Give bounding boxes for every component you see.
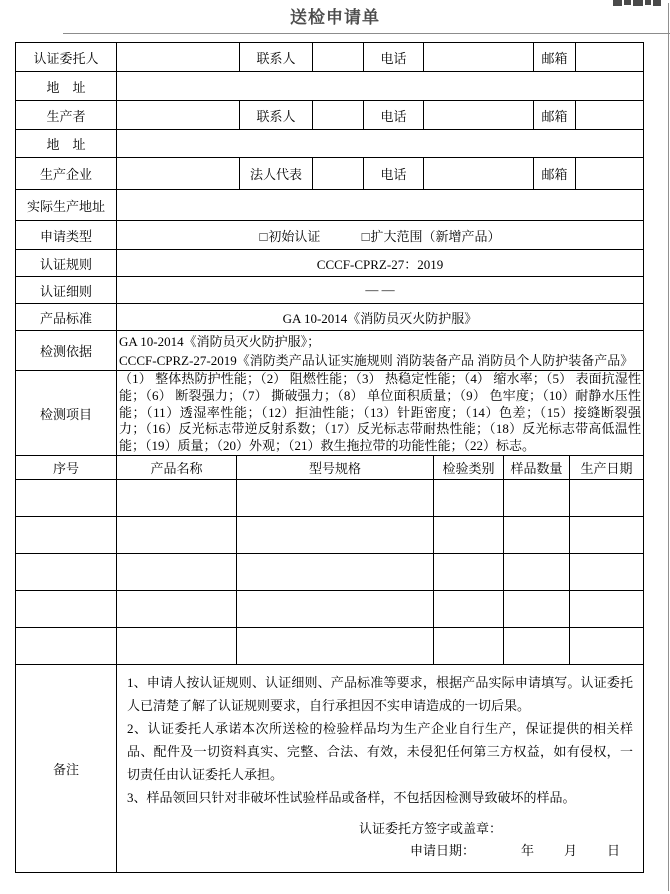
product-cell[interactable] xyxy=(117,554,237,591)
product-header-category: 检验类别 xyxy=(434,456,504,480)
producer-contact-field[interactable] xyxy=(313,101,364,130)
applicant-address-row xyxy=(16,72,644,101)
producer-phone-field[interactable] xyxy=(424,101,534,130)
factory-legal-rep-field[interactable] xyxy=(313,158,364,190)
product-empty-row xyxy=(16,591,644,628)
product-table xyxy=(15,455,644,665)
application-info-table xyxy=(15,42,644,456)
checkbox-icon[interactable]: □ xyxy=(361,228,370,244)
applicant-contact-field[interactable] xyxy=(313,43,364,72)
product-cell[interactable] xyxy=(117,517,237,554)
certification-rule-label: 认证规则 xyxy=(16,250,117,277)
product-cell[interactable] xyxy=(570,517,644,554)
test-items-row xyxy=(16,371,644,456)
applicant-row xyxy=(16,43,644,72)
remark-paragraph-1: 1、申请人按认证规则、认证细则、产品标准等要求，根据产品实际申请填写。认证委托人已清楚了解了认证规则要求，自行承担因不实申请造成的一切后果。 xyxy=(127,674,633,713)
product-cell[interactable] xyxy=(570,591,644,628)
applicant-phone-label: 电话 xyxy=(364,43,424,72)
date-month-label: 月 xyxy=(564,842,578,858)
remark-paragraph-3: 3、样品领回只针对非破坏性试验样品或备样，不包括因检测导致破坏的样品。 xyxy=(127,789,576,805)
test-items-label: 检测项目 xyxy=(16,371,117,456)
product-standard-value: GA 10-2014《消防员灭火防护服》 xyxy=(117,304,644,331)
product-standard-row xyxy=(16,304,644,331)
product-empty-row xyxy=(16,628,644,665)
remark-table xyxy=(15,664,644,873)
producer-name-field[interactable] xyxy=(117,101,240,130)
producer-label: 生产者 xyxy=(16,101,117,130)
product-cell[interactable] xyxy=(16,517,117,554)
corner-stamp-icon xyxy=(613,0,661,6)
remark-paragraph-2: 2、认证委托人承诺本次所送检的检验样品均为生产企业自行生产，保证提供的相关样品、配件及一切资料真实、完整、合法、有效，未侵犯任何第三方权益，如有侵权，一切责任由认证委托人承担。 xyxy=(127,720,633,782)
test-basis-row xyxy=(16,331,644,371)
product-cell[interactable] xyxy=(16,554,117,591)
product-cell[interactable] xyxy=(504,517,570,554)
product-cell[interactable] xyxy=(117,591,237,628)
product-cell[interactable] xyxy=(16,591,117,628)
product-cell[interactable] xyxy=(504,628,570,665)
scan-edge-line xyxy=(668,3,669,891)
test-items-value: （1） 整体热防护性能；（2） 阻燃性能；（3） 热稳定性能；（4） 缩水率；（5） 表面抗湿性能；（6） 断裂强力；（7） 撕破强力；（8） 单位面积质量；（9） 色牢度；（10）耐静水压性能；（11）透湿率性能；（12）拒油性能；（13）针距密度；（14）色差；（15）接缝断裂强力；（16）反光标志带逆反射系数；（17）反光标志带耐热性能；（18）反光标志带高低温性能；（19）质量；（20）外观；（21）救生拖拉带的功能性能；（22）标志。 xyxy=(117,371,644,456)
application-date-line xyxy=(410,840,633,862)
remark-row xyxy=(16,665,644,873)
producer-address-row xyxy=(16,130,644,158)
product-cell[interactable] xyxy=(237,517,434,554)
checkbox-icon[interactable]: □ xyxy=(259,228,268,244)
title-divider xyxy=(63,33,670,34)
factory-row xyxy=(16,158,644,190)
product-cell[interactable] xyxy=(16,628,117,665)
product-header-model: 型号规格 xyxy=(237,456,434,480)
applicant-address-label: 地 址 xyxy=(16,72,117,101)
applicant-email-field[interactable] xyxy=(576,43,644,72)
signature-label: 认证委托方签字或盖章： xyxy=(359,820,503,836)
factory-email-field[interactable] xyxy=(576,158,644,190)
product-cell[interactable] xyxy=(434,554,504,591)
producer-contact-label: 联系人 xyxy=(240,101,313,130)
certification-detail-label: 认证细则 xyxy=(16,277,117,304)
date-year-label: 年 xyxy=(521,842,535,858)
factory-address-field[interactable] xyxy=(117,190,644,221)
product-cell[interactable] xyxy=(434,628,504,665)
product-empty-row xyxy=(16,554,644,591)
product-table-header-row xyxy=(16,456,644,480)
producer-email-field[interactable] xyxy=(576,101,644,130)
certification-detail-value: — — xyxy=(117,277,644,304)
test-basis-line1: GA 10-2014《消防员灭火防护服》； xyxy=(119,333,321,349)
product-header-name: 产品名称 xyxy=(117,456,237,480)
factory-legal-rep-label: 法人代表 xyxy=(240,158,313,190)
product-cell[interactable] xyxy=(237,554,434,591)
producer-address-field[interactable] xyxy=(117,130,644,158)
product-table-body xyxy=(16,480,644,665)
application-type-label: 申请类型 xyxy=(16,221,117,250)
applicant-phone-field[interactable] xyxy=(424,43,534,72)
product-cell[interactable] xyxy=(16,480,117,517)
factory-phone-field[interactable] xyxy=(424,158,534,190)
remark-label: 备注 xyxy=(16,665,117,873)
product-cell[interactable] xyxy=(504,480,570,517)
product-cell[interactable] xyxy=(434,517,504,554)
factory-phone-label: 电话 xyxy=(364,158,424,190)
applicant-label: 认证委托人 xyxy=(16,43,117,72)
product-cell[interactable] xyxy=(434,480,504,517)
applicant-address-field[interactable] xyxy=(117,72,644,101)
date-label: 申请日期： xyxy=(410,842,476,858)
applicant-email-label: 邮箱 xyxy=(534,43,576,72)
product-cell[interactable] xyxy=(504,591,570,628)
product-cell[interactable] xyxy=(570,480,644,517)
product-standard-label: 产品标准 xyxy=(16,304,117,331)
test-basis-label: 检测依据 xyxy=(16,331,117,371)
product-header-quantity: 样品数量 xyxy=(504,456,570,480)
certification-rule-value: CCCF-CPRZ-27：2019 xyxy=(117,250,644,277)
certification-rule-row xyxy=(16,250,644,277)
product-header-date: 生产日期 xyxy=(570,456,644,480)
application-type-option-initial: □初始认证 xyxy=(259,228,321,244)
product-empty-row xyxy=(16,517,644,554)
test-basis-line2: CCCF-CPRZ-27-2019《消防类产品认证实施规则 消防装备产品 消防员个人防护装备产品》 xyxy=(119,352,634,368)
product-cell[interactable] xyxy=(570,554,644,591)
producer-email-label: 邮箱 xyxy=(534,101,576,130)
certification-detail-row xyxy=(16,277,644,304)
product-cell[interactable] xyxy=(237,591,434,628)
page-title: 送检申请单 xyxy=(290,8,380,27)
product-cell[interactable] xyxy=(504,554,570,591)
product-cell[interactable] xyxy=(117,628,237,665)
factory-label: 生产企业 xyxy=(16,158,117,190)
applicant-name-field[interactable] xyxy=(117,43,240,72)
application-type-option-expand: □扩大范围（新增产品） xyxy=(361,228,501,244)
product-cell[interactable] xyxy=(117,480,237,517)
factory-email-label: 邮箱 xyxy=(534,158,576,190)
producer-row xyxy=(16,101,644,130)
product-cell[interactable] xyxy=(434,591,504,628)
factory-address-label: 实际生产地址 xyxy=(16,190,117,221)
factory-address-row xyxy=(16,190,644,221)
date-day-label: 日 xyxy=(607,842,621,858)
applicant-contact-label: 联系人 xyxy=(240,43,313,72)
producer-address-label: 地 址 xyxy=(16,130,117,158)
producer-phone-label: 电话 xyxy=(364,101,424,130)
product-cell[interactable] xyxy=(237,480,434,517)
product-header-seq: 序号 xyxy=(16,456,117,480)
product-cell[interactable] xyxy=(237,628,434,665)
product-empty-row xyxy=(16,480,644,517)
product-cell[interactable] xyxy=(570,628,644,665)
factory-name-field[interactable] xyxy=(117,158,240,190)
application-type-row xyxy=(16,221,644,250)
